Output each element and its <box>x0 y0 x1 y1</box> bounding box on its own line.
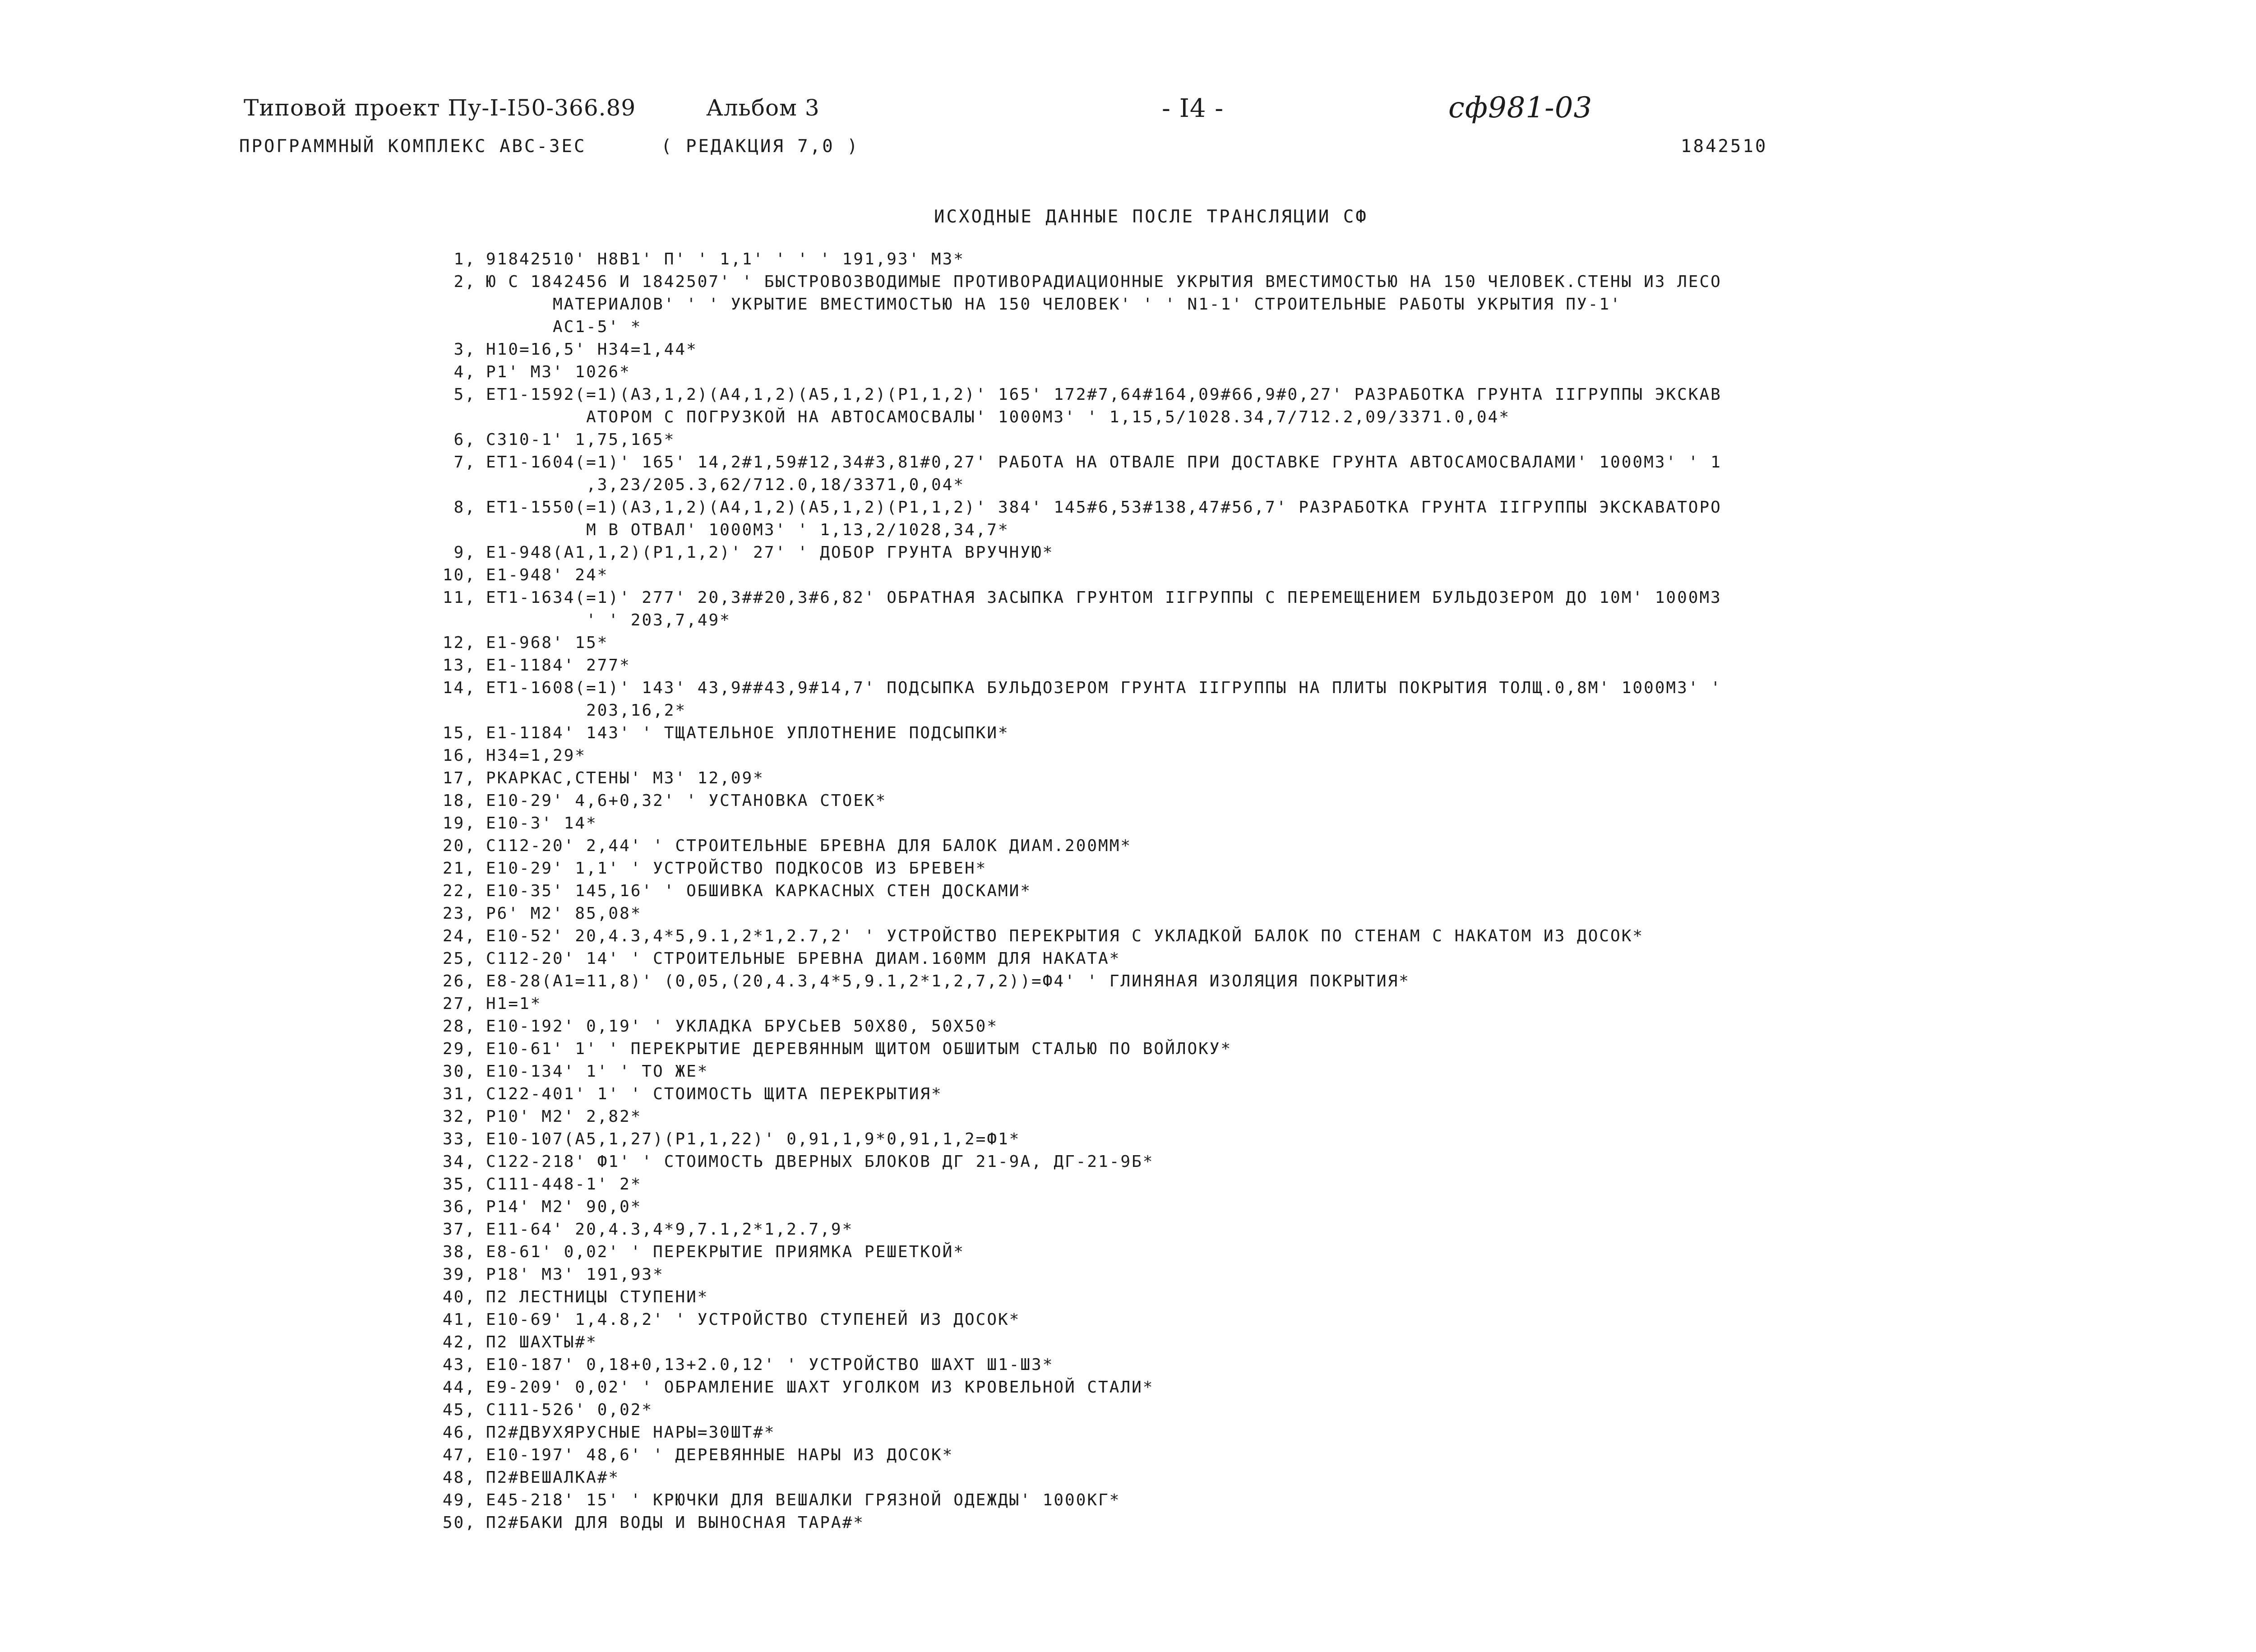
listing-entry <box>420 1173 1990 1196</box>
program-complex-label: ПРОГРАММНЫЙ КОМПЛЕКС АВС-3ЕС <box>239 136 587 157</box>
listing-entry <box>420 1060 1990 1083</box>
entry-number: 45, <box>442 1401 476 1419</box>
entry-text: Е10-107(А5,1,27)(Р1,1,22)' 0,91,1,9*0,91,1,2=Ф1* <box>486 1130 1021 1148</box>
entry-number: 24, <box>442 927 476 945</box>
entry-number: 36, <box>442 1198 476 1216</box>
entry-text: С112-20' 2,44' ' СТРОИТЕЛЬНЫЕ БРЕВНА ДЛЯ БАЛОК ДИАМ.200ММ* <box>486 837 1132 855</box>
entry-text: Е11-64' 20,4.3,4*9,7.1,2*1,2.7,9* <box>486 1220 854 1239</box>
listing-entry <box>420 1218 1990 1241</box>
listing-entry <box>420 632 1990 654</box>
listing-entry <box>420 1421 1990 1444</box>
listing-entry <box>420 587 1990 632</box>
entry-text: Е10-29' 1,1' ' УСТРОЙСТВО ПОДКОСОВ ИЗ БРЕВЕН* <box>486 859 987 878</box>
entry-text: Е10-29' 4,6+0,32' ' УСТАНОВКА СТОЕК* <box>486 791 887 810</box>
entry-number: 17, <box>442 769 476 787</box>
entry-number: 43, <box>442 1356 476 1374</box>
entry-number: 46, <box>442 1423 476 1442</box>
entry-number: 2, <box>453 273 476 291</box>
listing-entry <box>420 880 1990 902</box>
entry-number: 1, <box>453 250 476 268</box>
listing-entry <box>420 1467 1990 1489</box>
entry-text: Е8-28(А1=11,8)' (0,05,(20,4.3,4*5,9.1,2*1,2,7,2))=Ф4' ' ГЛИНЯНАЯ ИЗОЛЯЦИЯ ПОКРЫТИЯ* <box>486 972 1410 990</box>
listing-entry <box>420 1151 1990 1173</box>
entry-number: 44, <box>442 1378 476 1397</box>
listing-entry <box>420 1489 1990 1512</box>
listing-entry <box>420 925 1990 948</box>
listing-entry <box>420 1196 1990 1218</box>
entry-number: 33, <box>442 1130 476 1148</box>
listing-entry <box>420 835 1990 857</box>
listing-entry <box>420 271 1990 338</box>
entry-number: 20, <box>442 837 476 855</box>
entry-number: 23, <box>442 904 476 923</box>
listing-entry <box>420 1263 1990 1286</box>
entry-number: 18, <box>442 791 476 810</box>
entry-text: Р6' М2' 85,08* <box>486 904 642 923</box>
entry-text: С122-218' Ф1' ' СТОИМОСТЬ ДВЕРНЫХ БЛОКОВ ДГ 21-9А, ДГ-21-9Б* <box>486 1152 1154 1171</box>
entry-text: С111-448-1' 2* <box>486 1175 642 1194</box>
listing-entry <box>420 338 1990 361</box>
entry-text: Е10-69' 1,4.8,2' ' УСТРОЙСТВО СТУПЕНЕЙ ИЗ ДОСОК* <box>486 1310 1021 1329</box>
entry-text: П2#ДВУХЯРУСНЫЕ НАРЫ=30ШТ#* <box>486 1423 776 1442</box>
entry-number: 4, <box>453 363 476 381</box>
entry-text: Р10' М2' 2,82* <box>486 1107 642 1126</box>
entry-number: 42, <box>442 1333 476 1351</box>
entry-number: 50, <box>442 1513 476 1532</box>
listing-entry <box>420 1128 1990 1151</box>
project-title: Типовой проект Пу-I-I50-366.89 <box>244 95 636 121</box>
entry-text: С112-20' 14' ' СТРОИТЕЛЬНЫЕ БРЕВНА ДИАМ.160ММ ДЛЯ НАКАТА* <box>486 949 1121 968</box>
entry-number: 34, <box>442 1152 476 1171</box>
entry-number: 40, <box>442 1288 476 1306</box>
entry-text: Н1=1* <box>486 995 542 1013</box>
entry-number: 48, <box>442 1468 476 1487</box>
entry-number: 38, <box>442 1243 476 1261</box>
entry-text: Е10-52' 20,4.3,4*5,9.1,2*1,2.7,2' ' УСТРОЙСТВО ПЕРЕКРЫТИЯ С УКЛАДКОЙ БАЛОК ПО СТЕНАМ С НАКАТОМ ИЗ ДОСОК* <box>486 927 1644 945</box>
entry-text: П2#ВЕШАЛКА#* <box>486 1468 620 1487</box>
entry-number: 31, <box>442 1085 476 1103</box>
section-heading: ИСХОДНЫЕ ДАННЫЕ ПОСЛЕ ТРАНСЛЯЦИИ СФ <box>934 207 1368 227</box>
entry-text: Е10-61' 1' ' ПЕРЕКРЫТИЕ ДЕРЕВЯННЫМ ЩИТОМ ОБШИТЫМ СТАЛЬЮ ПО ВОЙЛОКУ* <box>486 1040 1232 1058</box>
listing-entry <box>420 902 1990 925</box>
entry-text: П2 ШАХТЫ#* <box>486 1333 597 1351</box>
album-label: Альбом 3 <box>706 95 820 121</box>
listing-entry <box>420 790 1990 812</box>
listing-entry <box>420 1399 1990 1421</box>
entry-number: 39, <box>442 1265 476 1284</box>
edition-label: ( РЕДАКЦИЯ 7,0 ) <box>661 136 860 157</box>
entry-text: С122-401' 1' ' СТОИМОСТЬ ЩИТА ПЕРЕКРЫТИЯ* <box>486 1085 943 1103</box>
listing-entry <box>420 496 1990 541</box>
entry-text: ЕТ1-1608(=1)' 143' 43,9##43,9#14,7' ПОДСЫПКА БУЛЬДОЗЕРОМ ГРУНТА IIГРУППЫ НА ПЛИТЫ ПОКРЫТИЯ ТОЛЩ.0,8М' 1000М3' ' 203,16,2* <box>486 679 1722 720</box>
entry-number: 29, <box>442 1040 476 1058</box>
entry-text: П2 ЛЕСТНИЦЫ СТУПЕНИ* <box>486 1288 709 1306</box>
entry-number: 7, <box>453 453 476 472</box>
entry-text: Е1-968' 15* <box>486 634 609 652</box>
entry-text: С310-1' 1,75,165* <box>486 430 675 449</box>
listing-entry <box>420 1376 1990 1399</box>
entry-number: 10, <box>442 566 476 584</box>
listing-entry <box>420 361 1990 384</box>
entry-number: 35, <box>442 1175 476 1194</box>
listing-entry <box>420 451 1990 496</box>
entry-number: 32, <box>442 1107 476 1126</box>
entry-number: 47, <box>442 1446 476 1464</box>
entry-text: Е1-948(А1,1,2)(Р1,1,2)' 27' ' ДОБОР ГРУНТА ВРУЧНУЮ* <box>486 543 1054 562</box>
entry-number: 3, <box>453 340 476 359</box>
listing-entry <box>420 812 1990 835</box>
entry-text: 91842510' Н8В1' П' ' 1,1' ' ' ' 191,93' М3* <box>486 250 965 268</box>
entry-text: Е10-134' 1' ' ТО ЖЕ* <box>486 1062 709 1081</box>
entry-text: Н10=16,5' Н34=1,44* <box>486 340 698 359</box>
listing-entry <box>420 767 1990 790</box>
entry-text: ЕТ1-1550(=1)(А3,1,2)(А4,1,2)(А5,1,2)(Р1,1,2)' 384' 145#6,53#138,47#56,7' РАЗРАБОТКА ГРУНТА IIГРУППЫ ЭКСКАВАТОРО М В ОТВАЛ' 1000М3' ' 1,13,2/1028,34,7* <box>486 498 1722 539</box>
entry-number: 16, <box>442 746 476 765</box>
listing-entry <box>420 993 1990 1015</box>
entry-text: Е1-948' 24* <box>486 566 609 584</box>
entry-number: 28, <box>442 1017 476 1036</box>
entry-text: Н34=1,29* <box>486 746 587 765</box>
object-code: 1842510 <box>1681 136 1768 157</box>
listing-entry <box>420 564 1990 587</box>
entry-number: 15, <box>442 724 476 742</box>
listing-entry <box>420 429 1990 451</box>
entry-text: Р18' М3' 191,93* <box>486 1265 664 1284</box>
entry-text: ЕТ1-1604(=1)' 165' 14,2#1,59#12,34#3,81#0,27' РАБОТА НА ОТВАЛЕ ПРИ ДОСТАВКЕ ГРУНТА АВТОСАМОСВАЛАМИ' 1000М3' ' 1 ,3,23/205.3,62/712.0,18/3371,0,04* <box>486 453 1722 494</box>
listing-entry <box>420 1015 1990 1038</box>
entry-text: Е10-3' 14* <box>486 814 597 833</box>
listing-entry <box>420 1106 1990 1128</box>
entry-text: Е10-35' 145,16' ' ОБШИВКА КАРКАСНЫХ СТЕН ДОСКАМИ* <box>486 882 1032 900</box>
entry-number: 27, <box>442 995 476 1013</box>
listing-entry <box>420 857 1990 880</box>
entry-text: Е8-61' 0,02' ' ПЕРЕКРЫТИЕ ПРИЯМКА РЕШЕТКОЙ* <box>486 1243 965 1261</box>
entry-text: Е10-197' 48,6' ' ДЕРЕВЯННЫЕ НАРЫ ИЗ ДОСОК* <box>486 1446 954 1464</box>
entry-number: 19, <box>442 814 476 833</box>
listing-entry <box>420 654 1990 677</box>
entry-number: 12, <box>442 634 476 652</box>
listing-entry <box>420 384 1990 429</box>
listing-entry <box>420 1286 1990 1309</box>
entry-text: Е45-218' 15' ' КРЮЧКИ ДЛЯ ВЕШАЛКИ ГРЯЗНОЙ ОДЕЖДЫ' 1000КГ* <box>486 1491 1121 1509</box>
entry-number: 13, <box>442 656 476 675</box>
entry-number: 11, <box>442 588 476 607</box>
listing-entry <box>420 1512 1990 1534</box>
entry-number: 26, <box>442 972 476 990</box>
listing-entry <box>420 970 1990 993</box>
listing-entry <box>420 745 1990 767</box>
listing-entry <box>420 722 1990 745</box>
entry-text: Е10-187' 0,18+0,13+2.0,12' ' УСТРОЙСТВО ШАХТ Ш1-Ш3* <box>486 1356 1054 1374</box>
translated-data-listing <box>420 248 1990 1534</box>
listing-entry <box>420 541 1990 564</box>
entry-number: 49, <box>442 1491 476 1509</box>
entry-number: 21, <box>442 859 476 878</box>
entry-text: С111-526' 0,02* <box>486 1401 653 1419</box>
entry-number: 30, <box>442 1062 476 1081</box>
listing-entry <box>420 1038 1990 1060</box>
entry-text: ЕТ1-1634(=1)' 277' 20,3##20,3#6,82' ОБРАТНАЯ ЗАСЫПКА ГРУНТОМ IIГРУППЫ С ПЕРЕМЕЩЕНИЕМ БУЛЬДОЗЕРОМ ДО 10М' 1000М3 ' ' 203,7,49* <box>486 588 1722 629</box>
listing-entry <box>420 677 1990 722</box>
entry-number: 22, <box>442 882 476 900</box>
page-number: - I4 - <box>1162 94 1224 123</box>
entry-text: Ю С 1842456 И 1842507' ' БЫСТРОВОЗВОДИМЫЕ ПРОТИВОРАДИАЦИОННЫЕ УКРЫТИЯ ВМЕСТИМОСТЬЮ НА 150 ЧЕЛОВЕК.СТЕНЫ ИЗ ЛЕСО МАТЕРИАЛОВ' ' ' УКРЫТИЕ ВМЕСТИМОСТЬЮ НА 150 ЧЕЛОВЕК' ' ' N1-1' СТРОИТЕЛЬНЫЕ РАБОТЫ УКРЫТИЯ ПУ-1' АС1-5' * <box>486 273 1722 336</box>
entry-number: 37, <box>442 1220 476 1239</box>
listing-entry <box>420 1083 1990 1106</box>
entry-number: 5, <box>453 385 476 404</box>
listing-entry <box>420 248 1990 271</box>
entry-text: РКАРКАС,СТЕНЫ' М3' 12,09* <box>486 769 764 787</box>
listing-entry <box>420 1444 1990 1467</box>
listing-entry <box>420 948 1990 970</box>
listing-entry <box>420 1309 1990 1331</box>
entry-text: Е10-192' 0,19' ' УКЛАДКА БРУСЬЕВ 50Х80, 50Х50* <box>486 1017 998 1036</box>
entry-number: 9, <box>453 543 476 562</box>
entry-text: Е9-209' 0,02' ' ОБРАМЛЕНИЕ ШАХТ УГОЛКОМ ИЗ КРОВЕЛЬНОЙ СТАЛИ* <box>486 1378 1154 1397</box>
entry-number: 14, <box>442 679 476 697</box>
entry-text: Е1-1184' 277* <box>486 656 631 675</box>
entry-number: 6, <box>453 430 476 449</box>
listing-entry <box>420 1241 1990 1263</box>
entry-text: ЕТ1-1592(=1)(А3,1,2)(А4,1,2)(А5,1,2)(Р1,1,2)' 165' 172#7,64#164,09#66,9#0,27' РАЗРАБОТКА ГРУНТА IIГРУППЫ ЭКСКАВ АТОРОМ С ПОГРУЗКОЙ НА АВТОСАМОСВАЛЫ' 1000М3' ' 1,15,5/1028.34,7/712.2,09/3371.0,04* <box>486 385 1722 426</box>
document-code: сф981-03 <box>1448 91 1593 125</box>
entry-text: Р1' М3' 1026* <box>486 363 631 381</box>
entry-text: П2#БАКИ ДЛЯ ВОДЫ И ВЫНОСНАЯ ТАРА#* <box>486 1513 864 1532</box>
entry-number: 41, <box>442 1310 476 1329</box>
listing-entry <box>420 1331 1990 1354</box>
listing-entry <box>420 1354 1990 1376</box>
entry-number: 25, <box>442 949 476 968</box>
entry-number: 8, <box>453 498 476 517</box>
entry-text: Р14' М2' 90,0* <box>486 1198 642 1216</box>
entry-text: Е1-1184' 143' ' ТЩАТЕЛЬНОЕ УПЛОТНЕНИЕ ПОДСЫПКИ* <box>486 724 1009 742</box>
